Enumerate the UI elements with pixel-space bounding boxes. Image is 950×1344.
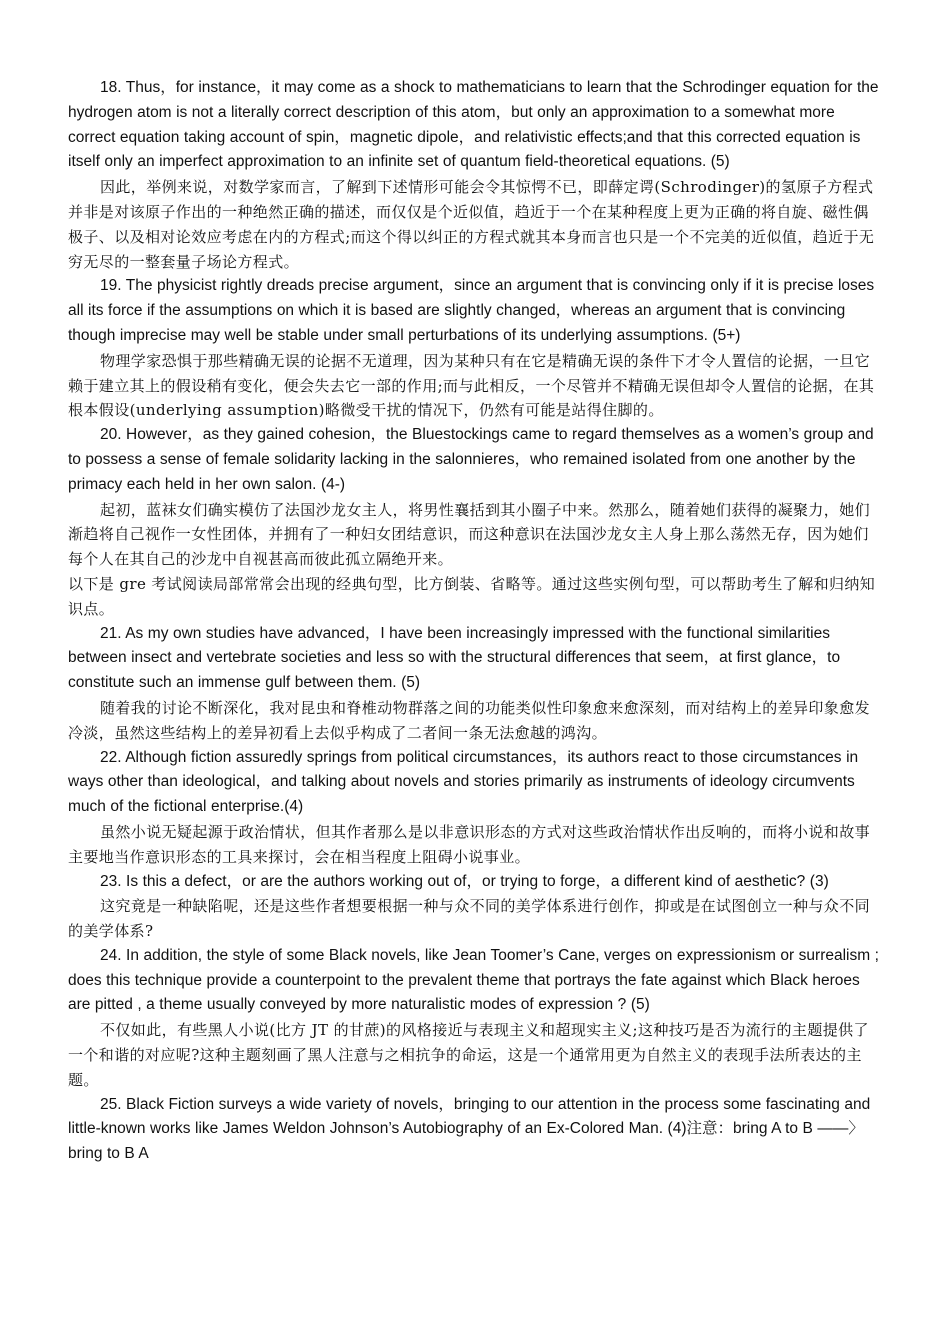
item-19-chinese: 物理学家恐惧于那些精确无误的论据不无道理，因为某种只有在它是精确无误的条件下才令人置信的论据，一旦它赖于建立其上的假设稍有变化，便会失去它一部的作用;而与此相反，一个尽管并不精确无误但却令人置信的论据，在其根本假设(underlying assumption)略微受干扰的情况下，仍然有可能是站得住脚的。: [68, 351, 875, 420]
document-page: [68, 76, 884, 1167]
item-24-english: 24. In addition, the style of some Black novels, like Jean Toomer’s Cane, verges on expressionism or surrealism ; does this technique provide a counterpoint to the prevalent theme that portrays the fate against which Black heroes are pitted , a theme usually conveyed by more naturalistic modes of expression ? (5): [68, 946, 879, 1014]
item-21-english: 21. As my own studies have advanced，I have been increasingly impressed with the functional similarities between insect and vertebrate societies and less so with the structural differences that seem，at first glance，to constitute such an immense gulf between them. (5): [68, 624, 841, 692]
item-24-chinese: 不仅如此，有些黑人小说(比方 JT 的甘蔗)的风格接近与表现主义和超现实主义;这种技巧是否为流行的主题提供了一个和谐的对应呢?这种主题刻画了黑人注意与之相抗争的命运，这是一个通常用更为自然主义的表现手法所表达的主题。: [68, 1021, 869, 1089]
item-18-english: 18. Thus，for instance，it may come as a shock to mathematicians to learn that the Schrodinger equation for the hydrogen atom is not a literally correct description of this atom，but only an approximation to a somewhat more correct equation taking account of spin，magnetic dipole，and relativistic effects;and that this corrected equation is itself only an imperfect approximation to an infinite set of quantum field-theoretical equations. (5): [68, 79, 879, 171]
item-22-english: 22. Although fiction assuredly springs from political circumstances，its authors react to those circumstances in ways other than ideological，and talking about novels and stories primarily as instruments of ideology circumvents much of the fictional enterprise.(4): [68, 748, 859, 816]
section-note: 以下是 gre 考试阅读局部常常会出现的经典句型，比方倒装、省略等。通过这些实例句型，可以帮助考生了解和归纳知识点。: [68, 574, 876, 618]
item-23-english: 23. Is this a defect，or are the authors working out of，or trying to forge，a different kind of aesthetic? (3): [100, 872, 829, 890]
item-22-chinese: 虽然小说无疑起源于政治情状，但其作者那么是以非意识形态的方式对这些政治情状作出反响的，而将小说和故事主要地当作意识形态的工具来探讨，会在相当程度上阻碍小说事业。: [68, 822, 871, 866]
item-23-chinese: 这究竟是一种缺陷呢，还是这些作者想要根据一种与众不同的美学体系进行创作，抑或是在试图创立一种与众不同的美学体系?: [68, 897, 871, 941]
item-19-english: 19. The physicist rightly dreads precise argument，since an argument that is convincing only if it is precise loses all its force if the assumptions on which it is based are slightly changed，whereas an argument that is convincing though imprecise may well be stable under small perturbations of its underlying assumptions. (5+): [68, 277, 875, 344]
item-20-chinese: 起初，蓝袜女们确实模仿了法国沙龙女主人，将男性襄括到其小圈子中来。然那么，随着她们获得的凝聚力，她们渐趋将自己视作一女性团体，并拥有了一种妇女团结意识，而这种意识在法国沙龙女主人身上那么荡然无存，因为她们每个人在其自己的沙龙中自视甚高而彼此孤立隔绝开来。: [68, 500, 871, 569]
item-25-english: 25. Black Fiction surveys a wide variety of novels，bringing to our attention in the process some fascinating and little-known works like James Weldon Johnson’s Autobiography of an Ex-Colored Man. (4)注意：bring A to B ——〉bring to B A: [68, 1095, 871, 1163]
item-18-chinese: 因此，举例来说，对数学家而言，了解到下述情形可能会令其惊愕不已，即薛定谔(Schrodinger)的氢原子方程式并非是对该原子作出的一种绝然正确的描述，而仅仅是个近似值，趋近于一个在某种程度上更为正确的将自旋、磁性偶极子、以及相对论效应考虑在内的方程式;而这个得以纠正的方程式就其本身而言也只是一个不完美的近似值，趋近于无穷无尽的一整套量子场论方程式。: [68, 178, 875, 271]
item-21-chinese: 随着我的讨论不断深化，我对昆虫和脊椎动物群落之间的功能类似性印象愈来愈深刻，而对结构上的差异印象愈发冷淡，虽然这些结构上的差异初看上去似乎构成了二者间一条无法愈越的鸿沟。: [68, 698, 871, 742]
item-20-english: 20. However，as they gained cohesion，the Bluestockings came to regard themselves as a women’s group and to possess a sense of female solidarity lacking in the salonnieres，who remained isolated from one another by the primacy each held in her own salon. (4-): [68, 426, 874, 493]
